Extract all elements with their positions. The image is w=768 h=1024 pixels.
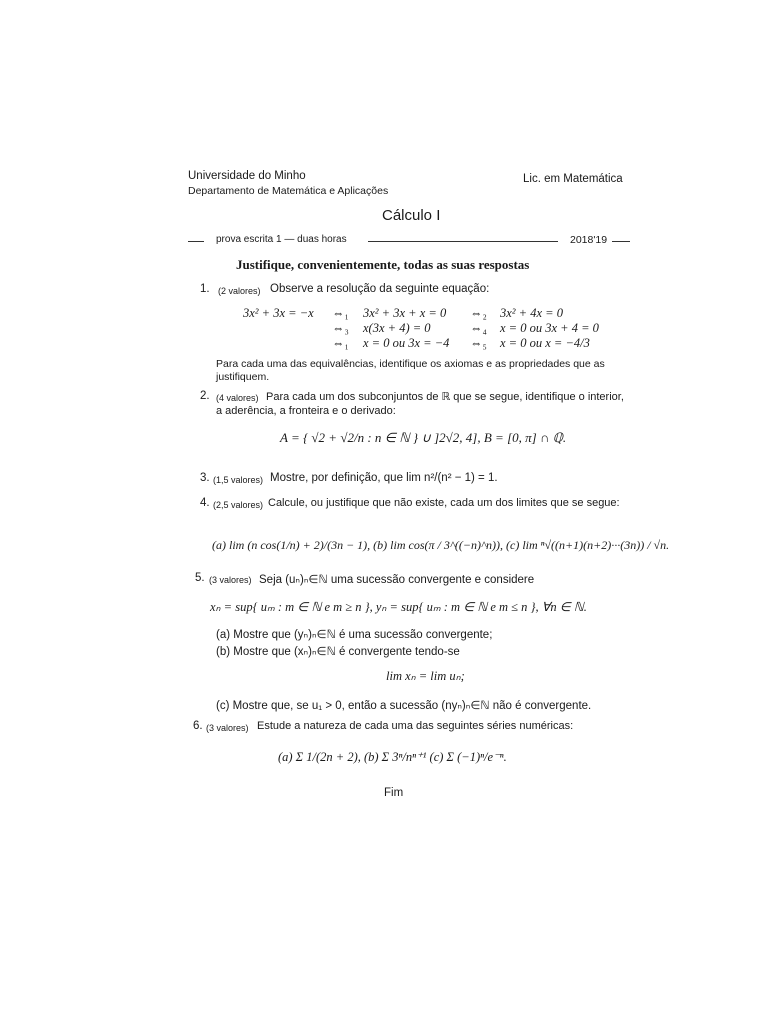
q1-follow-line-2: justifiquem. [216, 371, 270, 383]
q1-eq-step-1: 3x² + 3x + x = 0 [363, 306, 447, 320]
q3-number: 3. [200, 472, 210, 484]
q5-part-b-formula: lim xₙ = lim uₙ; [386, 669, 465, 683]
q2-number: 2. [200, 390, 210, 402]
rule-left [188, 241, 204, 242]
q6-formula: (a) Σ 1/(2n + 2), (b) Σ 3ⁿ/nⁿ⁺¹ (c) Σ (−1)ⁿ/e⁻ⁿ. [278, 750, 507, 764]
subject-title: Cálculo I [382, 207, 441, 224]
q2-points: (4 valores) [216, 393, 259, 403]
q1-eq-arrow-6: ⇔₅ [470, 336, 487, 350]
q4-points: (2,5 valores) [213, 500, 264, 510]
instructions: Justifique, convenientemente, todas as suas respostas [236, 257, 530, 272]
rule-right [612, 241, 630, 242]
q1-eq-step-6: x = 0 ou x = −4/3 [500, 336, 590, 350]
q4-number: 4. [200, 497, 210, 509]
q6-number: 6. [193, 720, 203, 732]
q1-text: Observe a resolução da seguinte equação: [270, 283, 490, 295]
end-mark: Fim [384, 787, 404, 799]
q2-text-line-2: a aderência, a fronteira e o derivado: [216, 405, 396, 417]
q5-number: 5. [195, 572, 205, 584]
q3-points: (1,5 valores) [213, 475, 264, 485]
q1-eq-step-2: 3x² + 4x = 0 [500, 306, 563, 320]
q1-eq-arrow-5: ⇔₁ [332, 336, 349, 350]
q5-text: Seja (uₙ)ₙ∈ℕ uma sucessão convergente e considere [259, 574, 535, 586]
q1-eq-arrow-3: ⇔₃ [332, 321, 349, 335]
q1-eq-step-5: x = 0 ou 3x = −4 [363, 336, 450, 350]
exam-type: prova escrita 1 — duas horas [216, 234, 347, 245]
rule-middle [368, 241, 558, 242]
q4-text: Calcule, ou justifique que não existe, cada um dos limites que se segue: [268, 497, 620, 509]
q5-part-a: (a) Mostre que (yₙ)ₙ∈ℕ é uma sucessão convergente; [216, 629, 493, 641]
q1-number: 1. [200, 283, 210, 295]
q5-points: (3 valores) [209, 575, 252, 585]
q1-eq-arrow-1: ⇔₁ [332, 306, 349, 320]
q1-eq-lhs: 3x² + 3x = −x [243, 306, 314, 320]
q1-eq-step-4: x = 0 ou 3x + 4 = 0 [500, 321, 599, 335]
q1-eq-arrow-4: ⇔₄ [470, 321, 487, 335]
q2-formula: A = { √2 + √2/n : n ∈ ℕ } ∪ ]2√2, 4], B = [0, π] ∩ ℚ. [280, 430, 567, 445]
academic-year: 2018'19 [570, 234, 608, 246]
q5-formula: xₙ = sup{ uₘ : m ∈ ℕ e m ≥ n }, yₙ = sup{ uₘ : m ∈ ℕ e m ≤ n }, ∀n ∈ ℕ. [210, 600, 587, 614]
q4-formula: (a) lim (n cos(1/n) + 2)/(3n − 1), (b) lim cos(π / 3^((−n)^n)), (c) lim ⁿ√((n+1)(n+2)···(3n)) / √n. [212, 538, 670, 552]
course-name: Lic. em Matemática [523, 173, 623, 185]
university-name: Universidade do Minho [188, 170, 306, 182]
q6-text: Estude a natureza de cada uma das seguintes séries numéricas: [257, 720, 574, 732]
q3-text: Mostre, por definição, que lim n²/(n² − 1) = 1. [270, 472, 498, 484]
q1-eq-step-3: x(3x + 4) = 0 [363, 321, 431, 335]
q2-text-line-1: Para cada um dos subconjuntos de ℝ que se segue, identifique o interior, [266, 391, 624, 403]
q1-eq-arrow-2: ⇔₂ [470, 306, 487, 320]
q1-points: (2 valores) [218, 286, 261, 296]
q5-part-c: (c) Mostre que, se u₁ > 0, então a sucessão (nyₙ)ₙ∈ℕ não é convergente. [216, 700, 592, 712]
q5-part-b: (b) Mostre que (xₙ)ₙ∈ℕ é convergente tendo-se [216, 646, 460, 658]
q1-follow-line-1: Para cada uma das equivalências, identifique os axiomas e as propriedades que as [216, 358, 605, 370]
q6-points: (3 valores) [206, 723, 249, 733]
department-name: Departamento de Matemática e Aplicações [188, 185, 389, 197]
